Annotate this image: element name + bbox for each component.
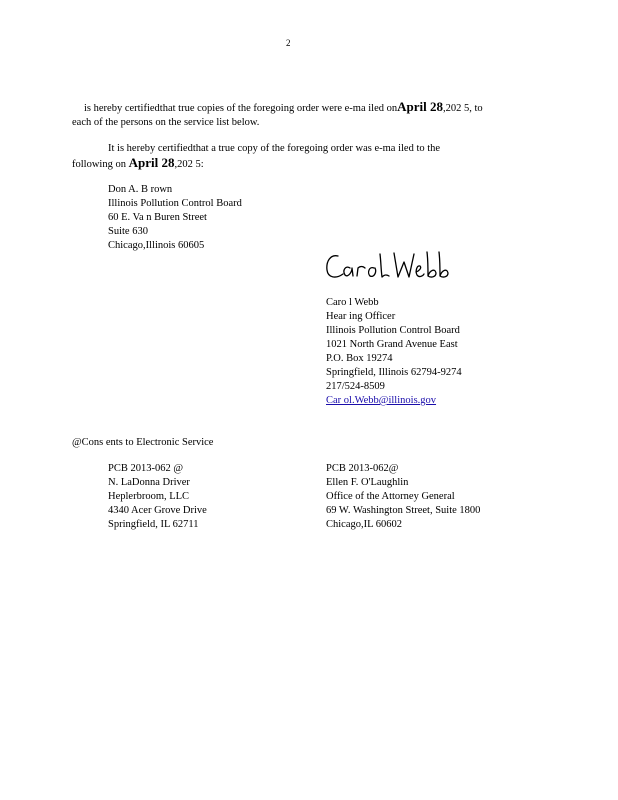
para2-following: following on <box>72 159 126 170</box>
page-number: 2 <box>286 38 291 48</box>
service-line: Chicago,IL 60602 <box>326 519 403 530</box>
officer-line: Springfield, Illinois 62794-9274 <box>326 367 462 378</box>
service-line: Office of the Attorney General <box>326 491 455 502</box>
officer-line: Illinois Pollution Control Board <box>326 325 460 336</box>
officer-email-link[interactable]: Car ol.Webb@illinois.gov <box>326 395 437 406</box>
para1-year: ,202 5, to <box>443 103 483 114</box>
consents-heading: @Cons ents to Electronic Service <box>72 437 214 448</box>
hearing-officer-signature-block <box>326 296 462 408</box>
service-line: Springfield, IL 62711 <box>108 519 199 530</box>
officer-line: Caro l Webb <box>326 297 379 308</box>
certification-paragraph-1 <box>84 100 483 116</box>
certification-paragraph-1-line2: each of the persons on the service list below. <box>72 117 260 128</box>
address-line: Chicago,Illinois 60605 <box>108 240 205 251</box>
service-line: 69 W. Washington Street, Suite 1800 <box>326 505 481 516</box>
service-line: PCB 2013-062@ <box>326 463 399 474</box>
service-line: Heplerbroom, LLC <box>108 491 190 502</box>
para1-date: April 28 <box>397 99 443 114</box>
certification-paragraph-2: It is hereby certifiedthat a true copy of the foregoing order was e-ma iled to the <box>108 143 441 154</box>
officer-line: P.O. Box 19274 <box>326 353 393 364</box>
service-list-right <box>326 462 480 532</box>
para1-text: is hereby certifiedthat true copies of the foregoing order were e-ma iled on <box>84 103 398 114</box>
officer-line: Hear ing Officer <box>326 311 396 322</box>
officer-line: 217/524-8509 <box>326 381 385 392</box>
service-line: Ellen F. O'Laughlin <box>326 477 409 488</box>
service-line: PCB 2013-062 @ <box>108 463 184 474</box>
certification-paragraph-2-line2 <box>72 156 204 172</box>
address-line: Illinois Pollution Control Board <box>108 198 242 209</box>
address-line: Don A. B rown <box>108 184 173 195</box>
para2-date: April 28 <box>128 155 175 170</box>
service-line: N. LaDonna Driver <box>108 477 190 488</box>
address-line: 60 E. Va n Buren Street <box>108 212 207 223</box>
address-line: Suite 630 <box>108 226 148 237</box>
recipient-address <box>108 183 242 253</box>
service-line: 4340 Acer Grove Drive <box>108 505 207 516</box>
service-list-left <box>108 462 207 532</box>
para2-year: ,202 5: <box>174 159 204 170</box>
handwritten-signature <box>324 248 454 284</box>
officer-line: 1021 North Grand Avenue East <box>326 339 458 350</box>
